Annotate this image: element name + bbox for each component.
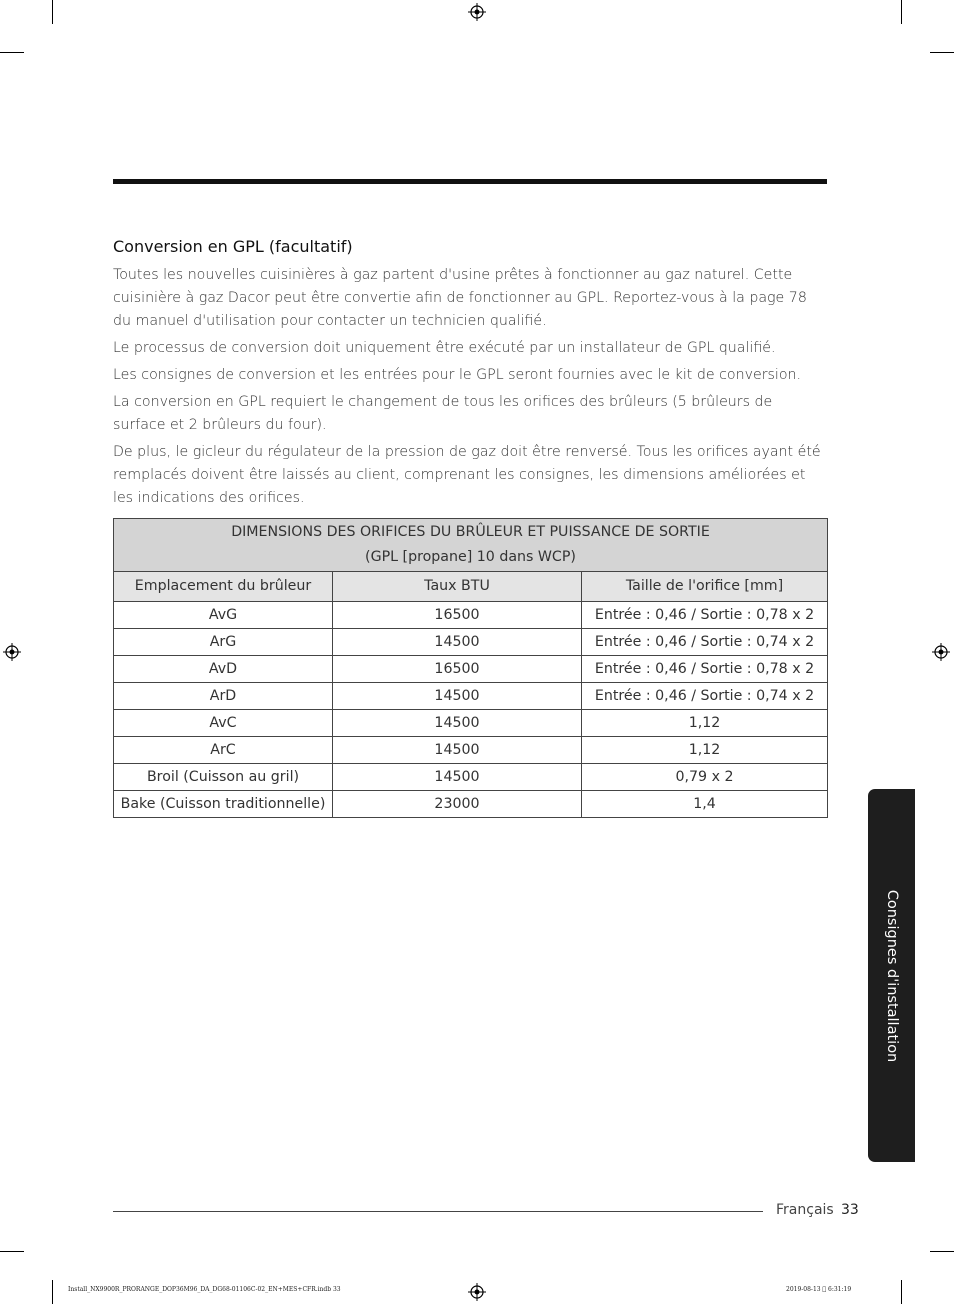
print-slug-file: Install_NX9900R_PRORANGE_DOP36M96_DA_DG68-01106C-02_EN+MES+CFR.indb 33: [68, 1286, 341, 1293]
table-cell: 14500: [333, 764, 582, 791]
table-cell: 14500: [333, 683, 582, 710]
registration-mark-icon: [468, 3, 486, 21]
crop-mark: [901, 0, 902, 24]
footer-language: Français: [776, 1202, 834, 1218]
table-cell: 14500: [333, 629, 582, 656]
chapter-tab: [868, 789, 915, 1162]
table-cell: Entrée : 0,46 / Sortie : 0,78 x 2: [582, 656, 828, 683]
table-cell: Entrée : 0,46 / Sortie : 0,74 x 2: [582, 629, 828, 656]
registration-mark-icon: [468, 1283, 486, 1301]
table-row: [114, 602, 828, 629]
table-cell: ArG: [114, 629, 333, 656]
table-header-row: [114, 572, 828, 602]
table-cell: 14500: [333, 737, 582, 764]
crop-mark: [930, 1251, 954, 1252]
column-header: Taille de l'orifice [mm]: [582, 572, 828, 602]
crop-mark: [0, 52, 24, 53]
column-header: Emplacement du brûleur: [114, 572, 333, 602]
table-cell: 1,12: [582, 737, 828, 764]
table-cell: 0,79 x 2: [582, 764, 828, 791]
table-row: [114, 710, 828, 737]
section-title: Conversion en GPL (facultatif): [113, 237, 353, 256]
orifice-table: [113, 518, 828, 818]
table-title-line: DIMENSIONS DES ORIFICES DU BRÛLEUR ET PUISSANCE DE SORTIE: [231, 524, 710, 540]
table-cell: AvG: [114, 602, 333, 629]
footer-divider: [113, 1211, 763, 1212]
crop-mark: [52, 0, 53, 24]
table-row: [114, 683, 828, 710]
table-cell: AvC: [114, 710, 333, 737]
table-row: [114, 629, 828, 656]
table-cell: 1,4: [582, 791, 828, 818]
page-number: 33: [841, 1202, 859, 1218]
table-cell: 23000: [333, 791, 582, 818]
table-cell: 14500: [333, 710, 582, 737]
paragraph: Toutes les nouvelles cuisinières à gaz partent d'usine prêtes à fonctionner au gaz naturel. Cette cuisinière à gaz Dacor peut être convertie afin de fonctionner au GPL. Reportez-vous à la page 78 du manuel d'utilisation pour contacter un technicien qualifié.: [113, 267, 807, 329]
crop-mark: [901, 1280, 902, 1304]
table-cell: AvD: [114, 656, 333, 683]
table-subtitle-line: (GPL [propane] 10 dans WCP): [365, 549, 576, 565]
table-row: [114, 737, 828, 764]
table-row: [114, 764, 828, 791]
table-cell: Broil (Cuisson au gril): [114, 764, 333, 791]
table-cell: 16500: [333, 602, 582, 629]
table-title: [114, 519, 828, 572]
table-row: [114, 656, 828, 683]
registration-mark-icon: [3, 643, 21, 661]
table-cell: Entrée : 0,46 / Sortie : 0,78 x 2: [582, 602, 828, 629]
column-header: Taux BTU: [333, 572, 582, 602]
paragraph: De plus, le gicleur du régulateur de la pression de gaz doit être renversé. Tous les orifices ayant été remplacés doivent être laissés au client, comprenant les consignes, les dimensions améliorées et les indications des orifices.: [113, 444, 821, 506]
crop-mark: [930, 52, 954, 53]
crop-mark: [52, 1280, 53, 1304]
crop-mark: [0, 1251, 24, 1252]
chapter-tab-label: Consignes d'installation: [883, 889, 900, 1062]
table-cell: Entrée : 0,46 / Sortie : 0,74 x 2: [582, 683, 828, 710]
main-content: [113, 236, 827, 818]
table-cell: 16500: [333, 656, 582, 683]
print-slug-date: 2019-08-13 ￿ 6:31:19: [786, 1286, 852, 1293]
paragraph: Le processus de conversion doit uniquement être exécuté par un installateur de GPL qualifié.: [113, 340, 776, 356]
paragraph: La conversion en GPL requiert le changement de tous les orifices des brûleurs (5 brûleurs de surface et 2 brûleurs du four).: [113, 394, 773, 433]
section-divider: [113, 179, 827, 184]
paragraph: Les consignes de conversion et les entrées pour le GPL seront fournies avec le kit de conversion.: [113, 367, 802, 383]
table-cell: Bake (Cuisson traditionnelle): [114, 791, 333, 818]
table-cell: ArD: [114, 683, 333, 710]
table-row: [114, 791, 828, 818]
table-cell: ArC: [114, 737, 333, 764]
registration-mark-icon: [932, 643, 950, 661]
table-cell: 1,12: [582, 710, 828, 737]
